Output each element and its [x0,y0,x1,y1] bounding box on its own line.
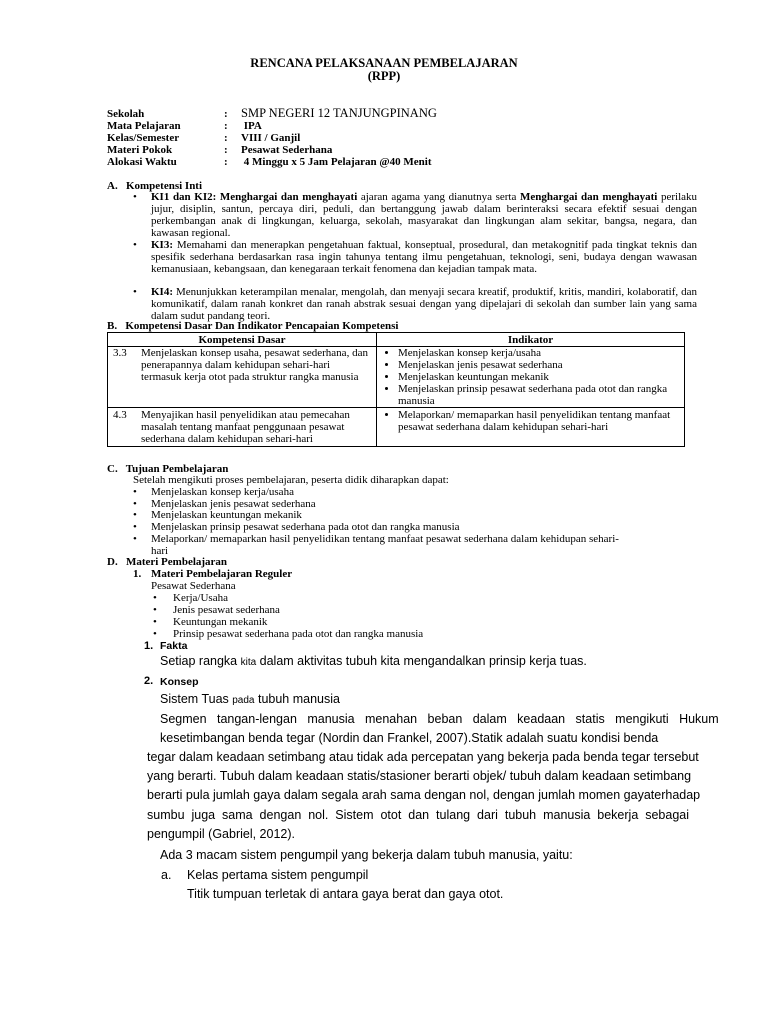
kd-description: Menyajikan hasil penyelidikan atau pemecahan masalah tentang manfaat penggunaan pesawat sederhana dalam kehidupan sehari-hari [138,408,377,447]
section-b-heading: B. Kompetensi Dasar Dan Indikator Pencapaian Kompetensi [107,320,399,332]
identity-value-alokasi: 4 Minggu x 5 Jam Pelajaran @40 Menit [241,156,432,168]
fakta-number: 1. [144,640,154,652]
sub1-heading: Materi Pembelajaran Reguler [151,568,293,580]
identity-sep: : [224,132,228,144]
indicator-cell [377,347,685,408]
ki1-label: KI1 dan KI2: Menghargai dan menghayati [151,191,358,203]
konsep-line-a: Sistem Tuas [160,692,233,706]
list-item: Kerja/Usaha [173,592,228,604]
section-c-intro: Setelah mengikuti proses pembelajaran, peserta didik diharapkan dapat: [133,474,449,486]
table-row [108,408,685,447]
list-item: Menjelaskan prinsip pesawat sederhana pada otot dan rangka manusia [151,521,460,533]
ki3-label: KI3: [151,239,173,251]
kd-number: 4.3 [108,408,139,447]
list-item: Menjelaskan konsep kerja/usaha [151,486,294,498]
konsep-number: 2. [144,675,154,687]
ki4-paragraph [151,286,697,322]
paragraph-line: berarti pula jumlah gaya dalam segala arah sama dengan nol, dengan jumlah momen gayaterhadap [147,788,701,802]
list-item-continuation: hari [151,545,169,557]
identity-sep: : [224,156,228,168]
kd-number: 3.3 [108,347,139,408]
paragraph-line: pengumpil (Gabriel, 2012). [147,827,295,841]
paragraph-line: yang berarti. Tubuh dalam keadaan statis/stasioner berarti objek/ tubuh dalam keadaan setimbang [147,769,692,783]
identity-value-materi: Pesawat Sederhana [241,144,333,156]
indicator-list [380,409,681,433]
bullet-icon: • [133,286,137,298]
topic-heading: Pesawat Sederhana [151,580,236,592]
document-subtitle: (RPP) [367,69,401,83]
list-item: Menjelaskan keuntungan mekanik [151,509,302,521]
paragraph-line: sumbu juga sama dengan nol. Sistem otot dan tulang dari tubuh manusia bekerja sebagai [147,808,689,822]
list-item: Keuntungan mekanik [173,616,268,628]
indicator-list [380,347,681,407]
list-item: Prinsip pesawat sederhana pada otot dan rangka manusia [173,628,424,640]
identity-label-mapel: Mata Pelajaran [107,120,181,132]
ki3-paragraph [151,239,697,275]
list-a-number: a. [161,868,172,882]
paragraph-line: kesetimbangan benda tegar (Nordin dan Frankel, 2007).Statik adalah suatu kondisi benda [160,731,659,745]
list-item: • Menjelaskan jenis pesawat sederhana [398,359,681,371]
ki1-text: ajaran agama yang dianutnya serta [357,191,520,203]
konsep-line-b: tubuh manusia [254,692,340,706]
list-item: • Menjelaskan keuntungan mekanik [398,371,681,383]
identity-label-materi: Materi Pokok [107,144,173,156]
ki4-label: KI4: [151,286,173,298]
list-item: Menjelaskan jenis pesawat sederhana [151,498,316,510]
ki3-text: Memahami dan menerapkan pengetahuan faktual, konseptual, prosedural, dan metakognitif pada tingkat teknis dan spesifik sederhana berdasarkan rasa ingin tahunya tentang ilmu pengetahuan, teknologi, seni, budaya dengan wawasan kemanusiaan, kebangsaan, dan kenegaraan terkait fenomena dan kejadian tampak mata. [151,239,697,275]
list-item: Jenis pesawat sederhana [173,604,280,616]
bullet-icon: • [153,616,157,628]
fakta-text [160,652,587,672]
identity-value-kelas: VIII / Ganjil [241,132,301,144]
ki1-rest: perilaku jujur, disiplin, santun, percaya diri, peduli, dan bertanggung jawab dalam berinteraksi secara efektif sesuai dengan perkembangan anak di lingkungan, keluarga, sekolah, masyarakat dan lingkungan alam sekitar, bangsa, negara, dan kawasan regional. [151,191,698,239]
konsep-line-small: pada [232,695,255,706]
bullet-icon: • [133,509,137,521]
bullet-icon: • [133,239,137,251]
bullet-icon: • [133,191,137,203]
fakta-text-a: Setiap rangka [160,654,241,668]
fakta-text-small: kita [240,657,257,668]
identity-label-alokasi: Alokasi Waktu [107,156,177,168]
identity-label-kelas: Kelas/Semester [107,132,180,144]
ki1-bold2: Menghargai dan menghayati [519,191,658,203]
bullet-icon: • [133,533,137,545]
bullet-icon: • [133,498,137,510]
identity-sep: : [224,108,228,120]
bullet-icon: • [133,521,137,533]
paragraph-line: tegar dalam keadaan setimbang atau tidak ada percepatan yang bekerja pada benda tegar tersebut [147,750,699,764]
table-header-row [108,333,685,347]
identity-sep: : [224,144,228,156]
fakta-text-b: dalam aktivitas tubuh kita mengandalkan prinsip kerja tuas. [256,654,587,668]
konsep-subheading [160,690,340,710]
ki1-paragraph [151,191,697,239]
section-c-heading: C. Tujuan Pembelajaran [107,463,229,475]
list-item: • Menjelaskan prinsip pesawat sederhana pada otot dan rangka manusia [398,383,681,407]
identity-value-mapel: IPA [241,120,262,132]
bullet-icon: • [153,604,157,616]
identity-sep: : [224,120,228,132]
bullet-icon: • [153,592,157,604]
list-item: • Menjelaskan konsep kerja/usaha [398,347,681,359]
konsep-heading: Konsep [160,676,199,688]
paragraph-line: Segmen tangan-lengan manusia menahan beban dalam keadaan statis mengikuti Hukum [160,712,719,726]
document-title: RENCANA PELAKSANAAN PEMBELAJARAN [250,56,518,70]
bullet-icon: • [153,628,157,640]
table-row [108,347,685,408]
identity-label-sekolah: Sekolah [107,108,145,120]
section-d-heading: D. Materi Pembelajaran [107,556,228,568]
kd-indicator-table [107,332,685,447]
ki4-text: Menunjukkan keterampilan menalar, mengolah, dan menyaji secara kreatif, produktif, kritis, mandiri, kolaboratif, dan komunikatif, dalam ranah konkret dan ranah abstrak sesuai dengan yang dipelajari di sekolah dan sumber lain yang sama dalam sudut pandang teori. [151,286,697,322]
indicator-cell [377,408,685,447]
bullet-icon: • [133,486,137,498]
fakta-heading: Fakta [160,640,188,652]
list-a-heading: Kelas pertama sistem pengumpil [187,868,369,882]
sub1-number: 1. [133,568,142,580]
table-header-indikator: Indikator [377,333,685,347]
table-header-kd: Kompetensi Dasar [108,333,377,347]
list-item: • Melaporkan/ memaparkan hasil penyelidikan tentang manfaat pesawat sederhana dalam kehidupan sehari-hari [398,409,681,433]
paragraph-line: Ada 3 macam sistem pengumpil yang bekerja dalam tubuh manusia, yaitu: [160,848,573,862]
list-a-text: Titik tumpuan terletak di antara gaya berat dan gaya otot. [187,887,504,901]
kd-description: Menjelaskan konsep usaha, pesawat sederhana, dan penerapannya dalam kehidupan sehari-hari termasuk kerja otot pada struktur rangka manusia [138,347,377,408]
identity-value-sekolah: SMP NEGERI 12 TANJUNGPINANG [241,106,437,120]
list-item: Melaporkan/ memaparkan hasil penyelidikan tentang manfaat pesawat sederhana dalam kehidupan sehari- [151,533,619,545]
section-a-heading: A. Kompetensi Inti [107,180,203,192]
